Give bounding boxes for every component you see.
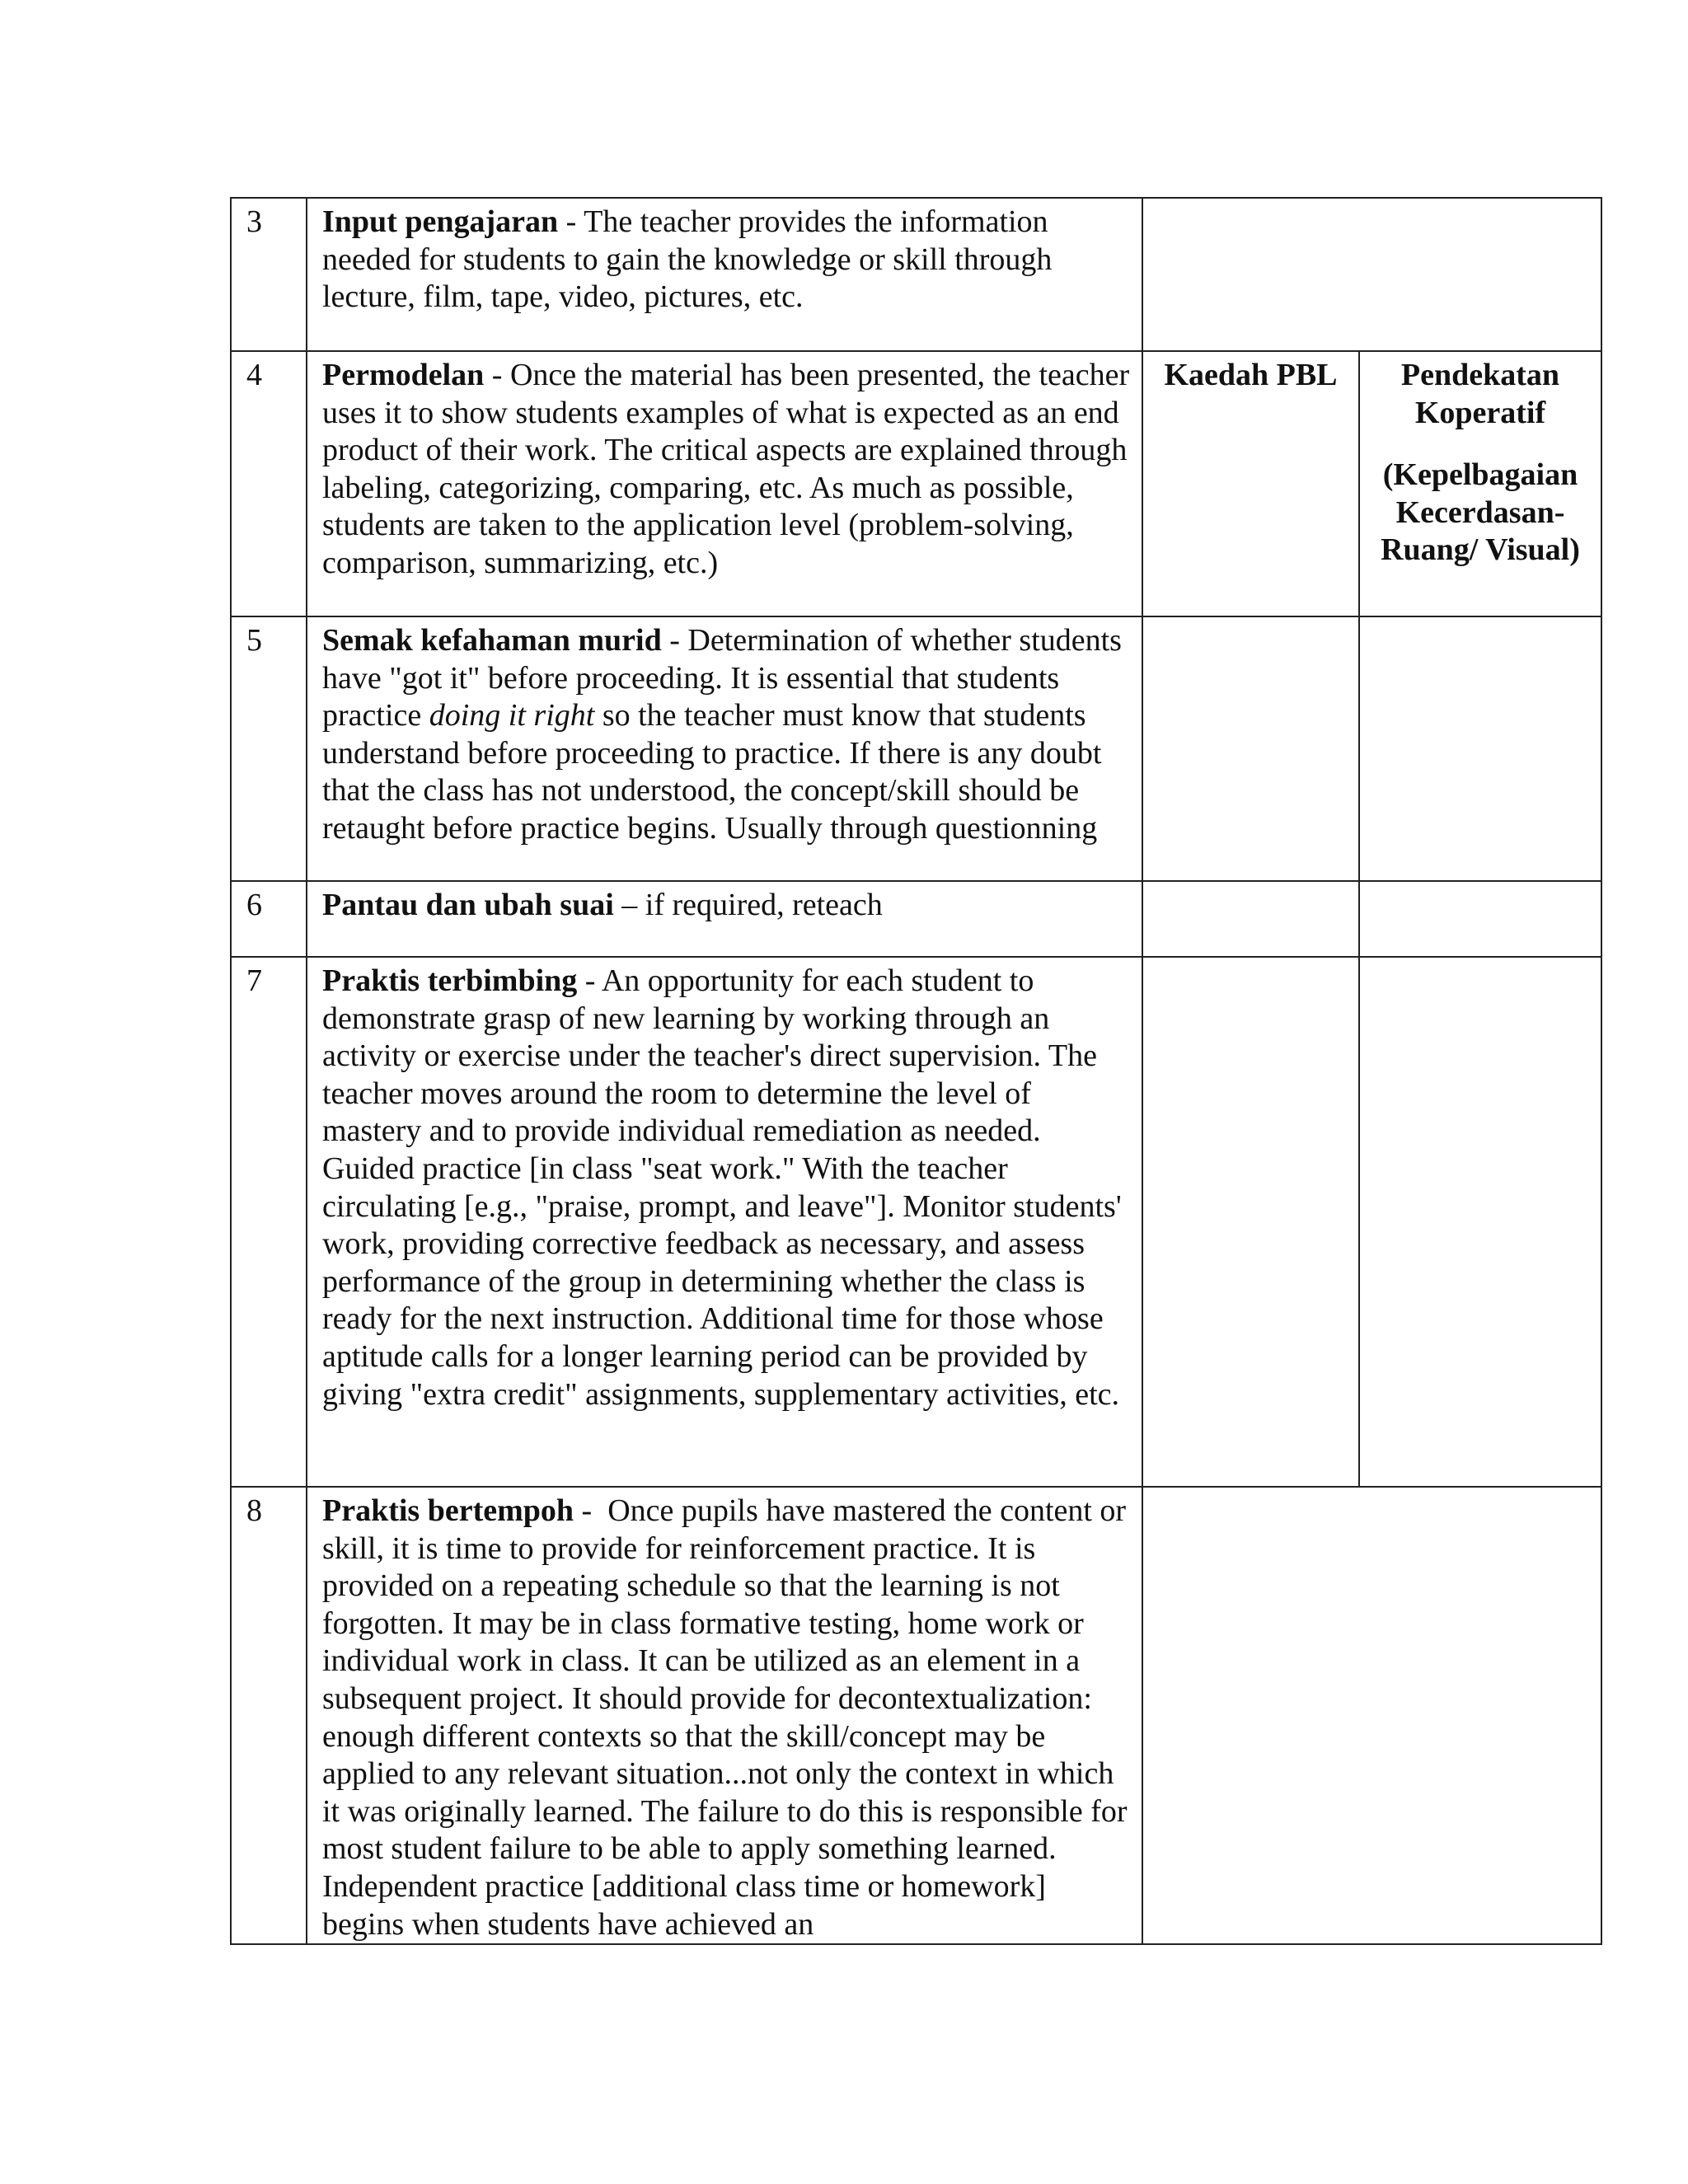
row-title: Pantau dan ubah suai	[322, 888, 614, 922]
row-title: Input pengajaran	[322, 204, 559, 239]
row-description: Praktis bertempoh - Once pupils have mastered the content or skill, it is time to provide for reinforcement practice. It is provided on a repeating schedule so that the learning is not forgotten. It may be in class formative testing, home work or individual work in class. It can be utilized as an element in a subsequent project. It should provide for decontextualization: enough different contexts so that the skill/concept may be applied to any relevant situation...not only the context in which it was originally learned. The failure to do this is responsible for most student failure to be able to apply something learned. Independent practice [additional class time or homework] begins when students have achieved an	[307, 1487, 1142, 1944]
table-row	[231, 351, 1601, 616]
row-number: 5	[231, 616, 307, 881]
table-row	[231, 198, 1601, 351]
method-cell: Kaedah PBL	[1142, 351, 1359, 616]
row-text: if required, reteach	[645, 888, 883, 922]
row-title: Semak kefahaman murid	[322, 623, 662, 658]
row-empty-cell	[1142, 1487, 1601, 1944]
row-text: Once the material has been presented, the teacher uses it to show students examples of what is expected as an end product of their work. The critical aspects are explained through labeling, categorizing, comparing, etc. As much as possible, students are taken to the application level (problem-solving, comparison, summarizing, etc.)	[322, 358, 1130, 580]
row-number: 3	[231, 198, 307, 351]
emphasis-text: doing it right	[429, 698, 595, 733]
approach-title: Pendekatan Koperatif	[1400, 358, 1560, 430]
row-number: 4	[231, 351, 307, 616]
row-title: Praktis bertempoh	[322, 1493, 574, 1528]
row-title: Praktis terbimbing	[322, 963, 578, 998]
row-empty-cell	[1142, 881, 1359, 957]
row-empty-cell	[1359, 881, 1601, 957]
row-empty-cell	[1142, 616, 1359, 881]
row-text: Once pupils have mastered the content or skill, it is time to provide for reinforcement practice. It is provided on a repeating schedule so that the learning is not forgotten. It may be in class formative testing, home work or individual work in class. It can be utilized as an element in a subsequent project. It should provide for decontextualization: enough different contexts so that the skill/concept may be applied to any relevant situation...not only the context in which it was originally learned. The failure to do this is responsible for most student failure to be able to apply something learned. Independent practice [additional class time or homework] begins when students have achieved an	[322, 1493, 1128, 1942]
row-empty-cell	[1359, 957, 1601, 1487]
row-description: Pantau dan ubah suai – if required, reteach	[307, 881, 1142, 957]
table-row	[231, 1487, 1601, 1944]
table-row	[231, 616, 1601, 881]
row-empty-cell	[1142, 198, 1601, 351]
row-number: 7	[231, 957, 307, 1487]
row-empty-cell	[1142, 957, 1359, 1487]
row-number: 8	[231, 1487, 307, 1944]
table-row	[231, 881, 1601, 957]
lesson-plan-table	[230, 197, 1602, 1945]
approach-cell	[1359, 351, 1601, 616]
row-description: Praktis terbimbing - An opportunity for each student to demonstrate grasp of new learning by working through an activity or exercise under the teacher's direct supervision. The teacher moves around the room to determine the level of mastery and to provide individual remediation as needed. Guided practice [in class "seat work." With the teacher circulating [e.g., "praise, prompt, and leave"]. Monitor students' work, providing corrective feedback as necessary, and assess performance of the group in determining whether the class is ready for the next instruction. Additional time for those whose aptitude calls for a longer learning period can be provided by giving "extra credit" assignments, supplementary activities, etc.	[307, 957, 1142, 1487]
row-description: Semak kefahaman murid - Determination of whether students have "got it" before proceeding. It is essential that students practice doing it right so the teacher must know that students understand before proceeding to practice. If there is any doubt that the class has not understood, the concept/skill should be retaught before practice begins. Usually through questionning	[307, 616, 1142, 881]
row-description: Input pengajaran - The teacher provides the information needed for students to gain the knowledge or skill through lecture, film, tape, video, pictures, etc.	[307, 198, 1142, 351]
row-empty-cell	[1359, 616, 1601, 881]
approach-subtitle: (Kepelbagaian Kecerdasan- Ruang/ Visual)	[1381, 457, 1580, 568]
row-text: The teacher provides the information needed for students to gain the knowledge or skill through lecture, film, tape, video, pictures, etc.	[322, 204, 1053, 315]
row-number: 6	[231, 881, 307, 957]
row-description: Permodelan - Once the material has been presented, the teacher uses it to show students examples of what is expected as an end product of their work. The critical aspects are explained through labeling, categorizing, comparing, etc. As much as possible, students are taken to the application level (problem-solving, comparison, summarizing, etc.)	[307, 351, 1142, 616]
row-title: Permodelan	[322, 358, 485, 392]
table-row	[231, 957, 1601, 1487]
row-text: An opportunity for each student to demonstrate grasp of new learning by working through an activity or exercise under the teacher's direct supervision. The teacher moves around the room to determine the level of mastery and to provide individual remediation as needed. Guided practice [in class "seat work." With the teacher circulating [e.g., "praise, prompt, and leave"]. Monitor students' work, providing corrective feedback as necessary, and assess performance of the group in determining whether the class is ready for the next instruction. Additional time for those whose aptitude calls for a longer learning period can be provided by giving "extra credit" assignments, supplementary activities, etc.	[322, 963, 1122, 1412]
